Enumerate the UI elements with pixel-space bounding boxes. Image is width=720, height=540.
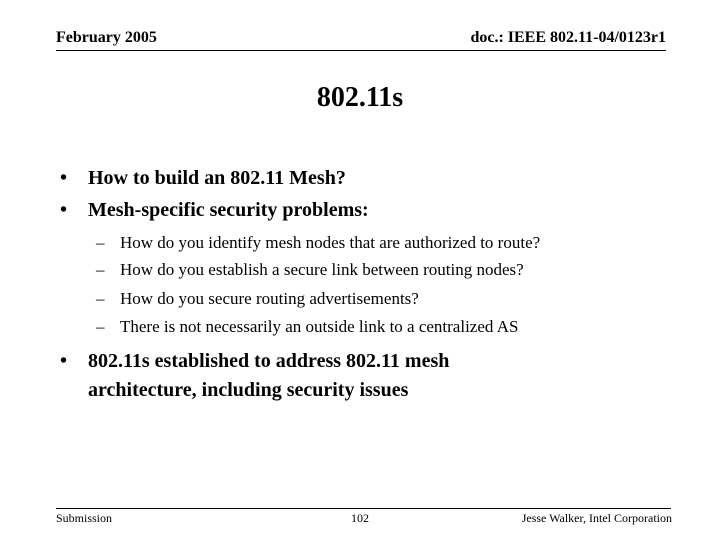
header-doc-id: doc.: IEEE 802.11-04/0123r1 bbox=[470, 29, 666, 46]
sub-bullet-text: How do you secure routing advertisements? bbox=[120, 289, 419, 308]
bullet-text-line1: 802.11s established to address 802.11 mesh bbox=[88, 350, 450, 372]
header-date: February 2005 bbox=[56, 29, 157, 46]
sub-bullet-text: How do you establish a secure link between routing nodes? bbox=[120, 260, 524, 279]
sub-bullet-text: There is not necessarily an outside link to a centralized AS bbox=[120, 317, 519, 336]
sub-bullet-text: How do you identify mesh nodes that are authorized to route? bbox=[120, 233, 541, 252]
sub-bullet-marker: – bbox=[96, 317, 105, 336]
slide-title: 802.11s bbox=[316, 82, 404, 113]
bullet-text-line2: architecture, including security issues bbox=[88, 379, 409, 401]
bullet-marker: • bbox=[60, 350, 68, 372]
header-divider bbox=[56, 50, 666, 51]
footer-divider bbox=[56, 508, 671, 509]
footer-author: Jesse Walker, Intel Corporation bbox=[521, 511, 672, 525]
bullet-marker: • bbox=[60, 199, 68, 221]
sub-bullet-marker: – bbox=[96, 289, 105, 308]
sub-bullet-marker: – bbox=[96, 233, 105, 252]
bullet-text: Mesh-specific security problems: bbox=[88, 199, 369, 221]
bullet-text: How to build an 802.11 Mesh? bbox=[88, 167, 346, 189]
footer-page-number: 102 bbox=[351, 511, 369, 525]
bullet-marker: • bbox=[60, 167, 68, 189]
footer-submission: Submission bbox=[56, 511, 113, 525]
sub-bullet-marker: – bbox=[96, 260, 105, 279]
